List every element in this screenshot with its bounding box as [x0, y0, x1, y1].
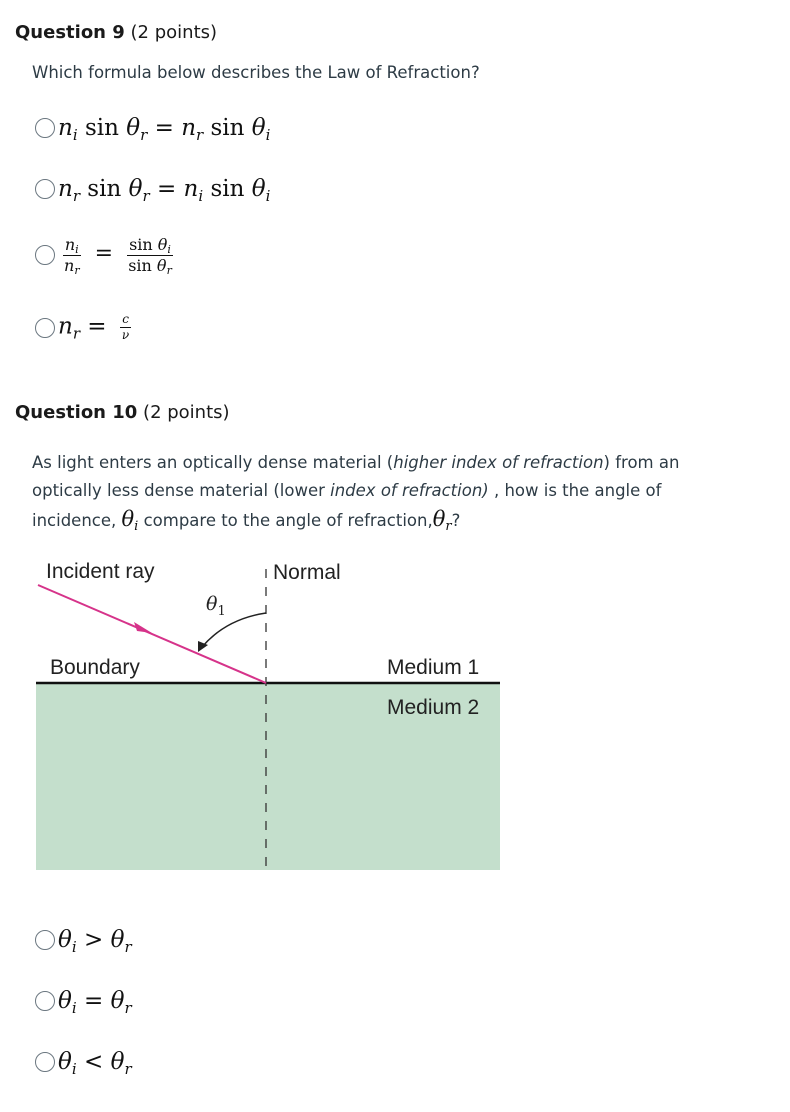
question-9-title: [15, 22, 217, 43]
q9-option-d[interactable]: [35, 313, 135, 342]
ray-arrowhead: [134, 622, 152, 633]
question-9-points: (2 points): [130, 22, 218, 43]
medium-2-label: Medium 2: [387, 696, 480, 719]
q10-option-a[interactable]: [35, 927, 132, 956]
formula-equal: $\theta_i = \theta_r$: [58, 988, 132, 1017]
q9-option-b[interactable]: [35, 176, 271, 205]
angle-arc: [202, 613, 266, 647]
question-10-prompt: As light enters an optically dense material (higher index of refraction) from an optically less dense material (lower index of refraction) , how is the angle of incidence, $\theta_i$ compare to the angle of $refraction,\theta_r$?: [32, 453, 680, 534]
question-10-title: [15, 402, 230, 423]
theta-label: $\theta_1$: [206, 593, 226, 619]
question-9-prompt: Which formula below describes the Law of Refraction?: [32, 63, 480, 82]
q9-option-c[interactable]: [35, 235, 178, 277]
formula-c: $\frac{n_i}{n_r}$ = $\frac{\sin \theta_i}{\sin \theta_r}$: [64, 235, 172, 277]
formula-greater: $\theta_i > \theta_r$: [58, 927, 132, 956]
refraction-diagram: [30, 555, 510, 875]
formula-d: $n_r$ = $\frac{c}{\nu}$: [58, 312, 130, 343]
normal-label: Normal: [273, 561, 341, 584]
radio-button[interactable]: [35, 991, 55, 1011]
formula-b: $n_r$ $\sin \theta_r = n_i$ $\sin \theta_i$: [58, 176, 271, 205]
radio-button[interactable]: [35, 318, 55, 338]
radio-button[interactable]: [35, 1052, 55, 1072]
boundary-label: Boundary: [50, 656, 140, 679]
radio-button[interactable]: [35, 179, 55, 199]
radio-button[interactable]: [35, 245, 55, 265]
question-9-label: Question 9: [15, 22, 125, 43]
q10-option-c[interactable]: [35, 1049, 132, 1078]
formula-less: $\theta_i < \theta_r$: [58, 1049, 132, 1078]
medium-1-label: Medium 1: [387, 656, 480, 679]
radio-button[interactable]: [35, 930, 55, 950]
question-10-points: (2 points): [143, 402, 230, 423]
formula-a: $n_i$ $\sin \theta_r = n_r$ $\sin \theta_i$: [58, 115, 271, 144]
q9-option-a[interactable]: [35, 115, 271, 144]
incident-ray-label: Incident ray: [46, 560, 155, 583]
q10-option-b[interactable]: [35, 988, 132, 1017]
radio-button[interactable]: [35, 118, 55, 138]
question-10-label: Question 10: [15, 402, 138, 423]
